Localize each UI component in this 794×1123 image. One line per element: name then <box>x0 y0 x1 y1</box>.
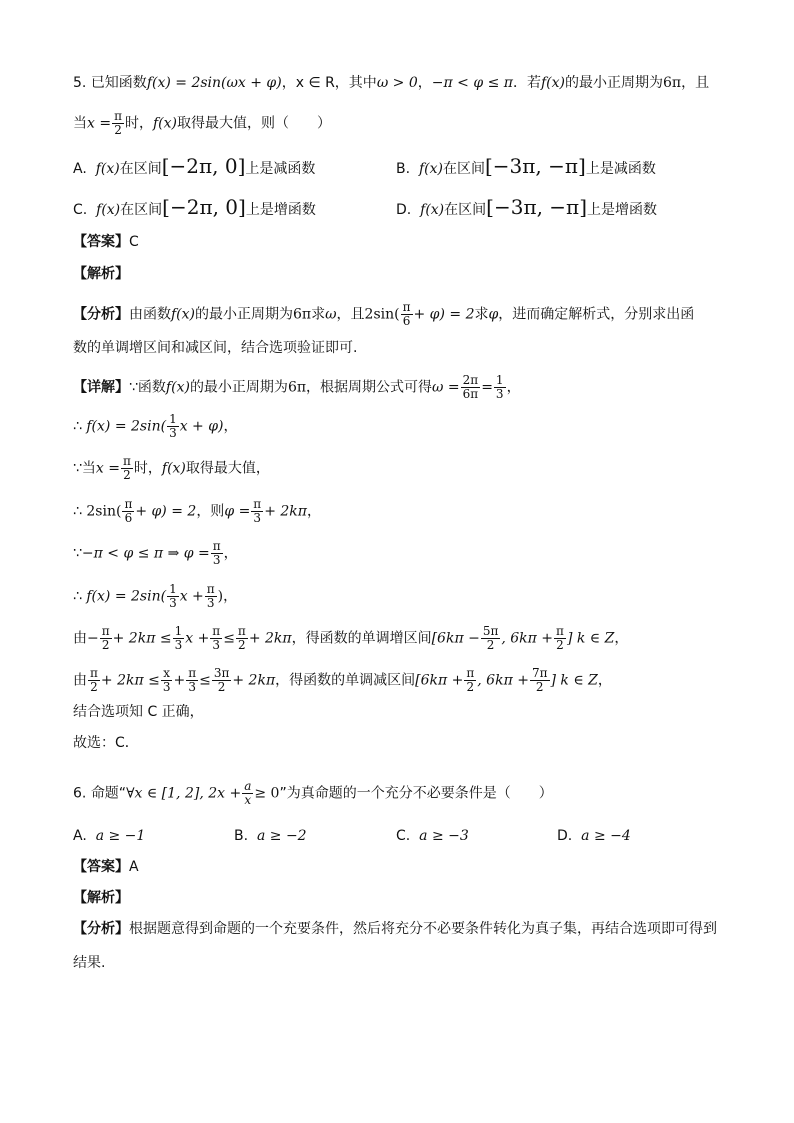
q6-option-d: D. a ≥ −4 <box>557 828 631 844</box>
q5-xiangjie-line1: 【详解】∵函数f(x)的最小正周期为6π，根据周期公式可得ω = $\frac{2\pi}{6\pi}$ = $\frac{1}{3}$ ， <box>73 373 521 401</box>
q5-step2: ∵当x = $\frac{\pi}{2}$ 时，f(x)取得最大值， <box>73 454 270 482</box>
q6-fenxi-line1: 【分析】根据题意得到命题的一个充要条件，然后将充分不必要条件转化为真子集，再结合选项即可得到 <box>73 921 717 937</box>
q6-analysis-heading: 【解析】 <box>73 890 129 906</box>
q5-option-a: A. f(x)在区间[−2π, 0]上是减函数 <box>73 154 316 178</box>
q5-step5: ∴ f(x) = 2sin( $\frac{1}{3}$ x + $\frac{\pi}{3}$ )， <box>73 582 238 610</box>
fraction: $\frac{\pi}{2}$ <box>114 109 122 137</box>
question-number: 6. <box>73 785 87 802</box>
question-number: 5. <box>73 75 87 91</box>
q5-stem-line2: 当x = $\frac{\pi}{2}$ 时，f(x)取得最大值，则（ ） <box>73 109 331 137</box>
q5-option-c: C. f(x)在区间[−2π, 0]上是增函数 <box>73 195 316 219</box>
q5-step3: ∴ 2sin( $\frac{\pi}{6}$ + φ) = 2，则φ = $\frac{\pi}{3}$ + 2kπ， <box>73 497 321 525</box>
q5-final-choice: 故选：C． <box>73 735 139 751</box>
q6-option-c: C. a ≥ −3 <box>396 828 469 844</box>
q5-analysis-heading: 【解析】 <box>73 266 129 282</box>
q5-fenxi-line2: 数的单调增区间和减区间，结合选项验证即可. <box>73 340 358 356</box>
q5-conclusion: 结合选项知 C 正确， <box>73 704 204 720</box>
q6-answer: 【答案】A <box>73 859 139 875</box>
q5-step7-decreasing: 由 $\frac{\pi}{2}$ + 2kπ ≤ $\frac{x}{3}$ + $\frac{\pi}{3}$ ≤ $\frac{3\pi}{2}$ + 2kπ，得函数的单调减区间[6kπ + $\frac{\pi}{2}$ , 6kπ + $\frac{7\pi}{2}$ ] k ∈ Z， <box>73 666 612 694</box>
q5-step1: ∴ f(x) = 2sin( $\frac{1}{3}$ x + φ)， <box>73 412 238 440</box>
q6-fenxi-line2: 结果. <box>73 955 106 971</box>
q5-fenxi-line1: 【分析】由函数f(x)的最小正周期为6π求ω，且2sin( $\frac{\pi}{6}$ + φ) = 2求φ，进而确定解析式，分别求出函 <box>73 300 695 328</box>
q6-stem: 6. 命题“∀x ∈ [1, 2], 2x + $\frac{a}{x}$ ≥ 0”为真命题的一个充分不必要条件是（ ） <box>73 779 553 807</box>
q5-option-d: D. f(x)在区间[−3π, −π]上是增函数 <box>396 195 658 219</box>
q5-answer: 【答案】C <box>73 234 139 250</box>
q6-option-a: A. a ≥ −1 <box>73 828 146 844</box>
q5-step6-increasing: 由− $\frac{\pi}{2}$ + 2kπ ≤ $\frac{1}{3}$ x + $\frac{\pi}{3}$ ≤ $\frac{\pi}{2}$ + 2kπ，得函数的单调增区间[6kπ − $\frac{5\pi}{2}$ , 6kπ + $\frac{\pi}{2}$ ] k ∈ Z， <box>73 624 629 652</box>
q5-stem-line1: 5. 已知函数f(x) = 2sin(ωx + φ)，x ∈ R，其中ω > 0，−π < φ ≤ π．若f(x)的最小正周期为6π，且 <box>73 75 710 91</box>
q5-step4: ∵−π < φ ≤ π ⇒ φ = $\frac{\pi}{3}$ ， <box>73 539 238 567</box>
q5-option-b: B. f(x)在区间[−3π, −π]上是减函数 <box>396 154 656 178</box>
q6-option-b: B. a ≥ −2 <box>234 828 307 844</box>
